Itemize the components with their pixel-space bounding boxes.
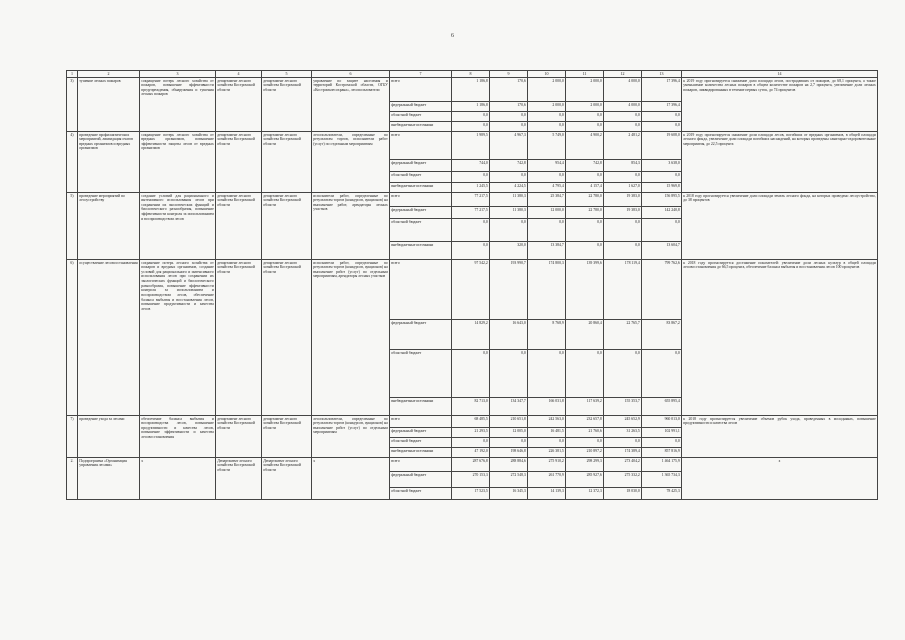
amount-cell: 960 013,0 <box>642 416 682 428</box>
amount-cell: 0,0 <box>604 242 642 260</box>
amount-cell: 15 969,8 <box>642 183 682 193</box>
header-cell: 5 <box>262 71 312 78</box>
header-cell: 3 <box>140 71 216 78</box>
coexecutor-cell: департамент лесного хозяйства Костромской области <box>262 132 312 193</box>
amount-cell: 13 604,7 <box>642 242 682 260</box>
amount-cell: 210 651,8 <box>490 416 528 428</box>
amount-cell: 20 860,4 <box>566 320 604 350</box>
amount-cell: 0,0 <box>452 242 490 260</box>
amount-cell: 4 157,4 <box>566 183 604 193</box>
table-row <box>67 132 878 160</box>
amount-cell: 31 263,5 <box>604 428 642 438</box>
amount-cell: 0,0 <box>604 112 642 122</box>
amount-cell: 0,0 <box>642 350 682 398</box>
expected-result-cell: х <box>682 458 878 500</box>
amount-cell: 857 816,9 <box>642 448 682 458</box>
amount-cell: 0,0 <box>452 112 490 122</box>
amount-cell: 742,8 <box>490 160 528 172</box>
amount-cell: 275 332,2 <box>604 472 642 488</box>
amount-cell: 0,0 <box>642 172 682 183</box>
measure-name-cell: осуществление лесовосстановления <box>78 260 140 416</box>
program-table <box>66 70 878 500</box>
amount-cell: 4 224,5 <box>490 183 528 193</box>
table-row <box>67 78 878 102</box>
amount-cell: 17 396,4 <box>642 102 682 112</box>
amount-cell: 0,0 <box>490 219 528 242</box>
amount-cell: 193 990,7 <box>490 260 528 320</box>
amount-cell: 0,0 <box>642 122 682 132</box>
amount-cell: 11 380,3 <box>490 193 528 207</box>
amount-cell: 170,6 <box>490 102 528 112</box>
amount-cell: 8 768,9 <box>528 320 566 350</box>
amount-cell: 12 000,0 <box>528 207 566 219</box>
amount-cell: 0,0 <box>642 438 682 448</box>
amount-cell: 0,0 <box>452 122 490 132</box>
amount-cell: 0,0 <box>452 438 490 448</box>
amount-cell: 117 639,2 <box>566 398 604 416</box>
amount-cell: 0,0 <box>604 172 642 183</box>
goal-cell: обеспечение баланса выбытия и воспроизводства лесов, повышение продуктивности и качества лесов, повышение эффективности и качества лесовосстановления <box>140 416 216 458</box>
participants-cell: лесопользователи, определенные по результатам торгов (конкурсов, аукционов) на выполнение работ (услуг) по отдельным мероприятиям <box>312 416 390 458</box>
amount-cell: 156 895,5 <box>642 193 682 207</box>
amount-cell: 4 000,0 <box>604 78 642 102</box>
funding-source-cell: федеральный бюджет <box>390 472 452 488</box>
amount-cell: 21 293,5 <box>452 428 490 438</box>
amount-cell: 16 643,0 <box>490 320 528 350</box>
amount-cell: 0,0 <box>528 219 566 242</box>
amount-cell: 1 989,5 <box>452 132 490 160</box>
amount-cell: 0,0 <box>490 438 528 448</box>
funding-source-cell: внебюджетные источники <box>390 242 452 260</box>
table-row <box>67 416 878 428</box>
amount-cell: 97 542,2 <box>452 260 490 320</box>
header-cell: 2 <box>78 71 140 78</box>
table-row <box>67 260 878 320</box>
row-number-cell: 5) <box>67 193 78 260</box>
amount-cell: 0,0 <box>528 172 566 183</box>
amount-cell: 134 347,7 <box>490 398 528 416</box>
page-number: 6 <box>451 33 454 39</box>
amount-cell: 174 800,3 <box>528 260 566 320</box>
measure-name-cell: Подпрограмма «Организация управления лесами» <box>78 458 140 500</box>
amount-cell: 261 770,9 <box>528 472 566 488</box>
funding-source-cell: областной бюджет <box>390 219 452 242</box>
row-number-cell: 4) <box>67 132 78 193</box>
amount-cell: 0,0 <box>566 219 604 242</box>
amount-cell: 2 000,0 <box>566 102 604 112</box>
amount-cell: 25 384,7 <box>528 193 566 207</box>
amount-cell: 799 762,6 <box>642 260 682 320</box>
amount-cell: 16 481,5 <box>528 428 566 438</box>
measure-name-cell: тушение лесных пожаров <box>78 78 140 132</box>
amount-cell: 270 153,3 <box>452 472 490 488</box>
amount-cell: 0,0 <box>490 122 528 132</box>
amount-cell: 275 910,2 <box>528 458 566 472</box>
expected-result-cell: к 2019 году прогнозируется снижение доли площади лесов, погибших от вредных организмов, в общей площади лесного фонда, увеличение доли площади погибших насаждений, на которых проведены санитарно-оздоровительные мероприятия, до 22,5 процента <box>682 132 878 193</box>
amount-cell: 0,0 <box>566 122 604 132</box>
executor-cell: департамент лесного хозяйства Костромской области <box>216 193 262 260</box>
funding-source-cell: федеральный бюджет <box>390 160 452 172</box>
amount-cell: 0,0 <box>566 350 604 398</box>
amount-cell: 11 380,3 <box>490 207 528 219</box>
amount-cell: 742,8 <box>566 160 604 172</box>
amount-cell: 1 365 734,3 <box>642 472 682 488</box>
amount-cell: 82 713,0 <box>452 398 490 416</box>
amount-cell: 287 676,8 <box>452 458 490 472</box>
goal-cell: сокращение потерь лесного хозяйства от пожаров, повышение эффективности предупреждения, обнаружения и тушения лесных пожаров <box>140 78 216 132</box>
expected-result-cell: к 2018 году прогнозируется достижение показателей: увеличение доли лесных культур в общей площади лесовосстановления до 66,5 процента, обеспечение баланса выбытия и восстановления лесов 100 процентов <box>682 260 878 416</box>
header-cell: 9 <box>490 71 528 78</box>
amount-cell: 4 000,0 <box>604 102 642 112</box>
funding-source-cell: внебюджетные источники <box>390 398 452 416</box>
amount-cell: 232 657,8 <box>566 416 604 428</box>
funding-source-cell: всего <box>390 78 452 102</box>
coexecutor-cell: департамент лесного хозяйства Костромской области <box>262 193 312 260</box>
amount-cell: 1 245,5 <box>452 183 490 193</box>
amount-cell: 245 652,9 <box>604 416 642 428</box>
row-number-cell: 6) <box>67 260 78 416</box>
funding-source-cell: областной бюджет <box>390 112 452 122</box>
amount-cell: 19 383,0 <box>604 207 642 219</box>
participants-cell: х <box>312 458 390 500</box>
amount-cell: 0,0 <box>528 112 566 122</box>
funding-source-cell: всего <box>390 132 452 160</box>
amount-cell: 2 481,2 <box>604 132 642 160</box>
goal-cell: х <box>140 458 216 500</box>
header-cell: 11 <box>566 71 604 78</box>
participants-cell: лесопользователи, определенные по результатам торгов, исполнители работ (услуг) по отдельным мероприятиям <box>312 132 390 193</box>
header-cell: 7 <box>390 71 452 78</box>
participants-cell: исполнители работ, определенные по результатам торгов (конкурсов, аукционов) на выполнение работ (услуг) по отдельным мероприятиям, арендаторы лесных участков <box>312 260 390 416</box>
amount-cell: 4 967,3 <box>490 132 528 160</box>
participants-cell: исполнители работ, определенные по результатам торгов (конкурсов, аукционов) на выполнение работ, арендаторы лесных участков <box>312 193 390 260</box>
goal-cell: сохранение потерь лесного хозяйства от пожаров и вредных организмов, создание условий для рационального и интенсивного использования лесов при сохранении их экологических функций и биологического разнообразия, повышение эффективности контроля за использованием и воспроизводством лесов, обеспечение баланса выбытия и восстановления лесов, повышение продуктивности и качества лесов <box>140 260 216 416</box>
amount-cell: 0,0 <box>566 242 604 260</box>
header-cell: 10 <box>528 71 566 78</box>
expected-result-cell: к 2018 году прогнозируется увеличение объемов рубок ухода, проведенных в молодняках, повышение продуктивности и качества лесов <box>682 416 878 458</box>
amount-cell: 0,0 <box>604 438 642 448</box>
amount-cell: 0,0 <box>490 172 528 183</box>
amount-cell: 210 897,2 <box>566 448 604 458</box>
row-number-cell: 2. <box>67 458 78 500</box>
header-cell: 4 <box>216 71 262 78</box>
amount-cell: 0,0 <box>642 112 682 122</box>
funding-source-cell: федеральный бюджет <box>390 102 452 112</box>
expected-result-cell: к 2018 году прогнозируется увеличение доли площади земель лесного фонда, на которых проведено лесоустройство, до 38 процентов <box>682 193 878 260</box>
funding-source-cell: федеральный бюджет <box>390 428 452 438</box>
amount-cell: 0,0 <box>566 438 604 448</box>
header-cell: 12 <box>604 71 642 78</box>
funding-source-cell: внебюджетные источники <box>390 183 452 193</box>
amount-cell: 1 186,8 <box>452 102 490 112</box>
amount-cell: 47 192,0 <box>452 448 490 458</box>
measure-name-cell: проведение профилактических мероприятий, ликвидация очагов вредных организмов и вредных организмов <box>78 132 140 193</box>
amount-cell: 298 299,3 <box>566 458 604 472</box>
amount-cell: 102 991,1 <box>642 428 682 438</box>
funding-source-cell: внебюджетные источники <box>390 122 452 132</box>
amount-cell: 2 000,0 <box>528 102 566 112</box>
amount-cell: 854,3 <box>604 160 642 172</box>
amount-cell: 272 548,3 <box>490 472 528 488</box>
amount-cell: 12 372,3 <box>566 488 604 500</box>
amount-cell: 18 030,0 <box>604 488 642 500</box>
expected-result-cell: к 2019 году прогнозируется снижение доли площади лесов, пострадавших от пожаров, до 68,1 процента, а также уменьшение количества лесных пожаров в общем количестве пожаров на 2,7 процента, увеличение доли лесных пожаров, ликвидированных в течение первых суток, до 74 процентов <box>682 78 878 132</box>
amount-cell: 166 031,8 <box>528 398 566 416</box>
amount-cell: 0,0 <box>604 350 642 398</box>
amount-cell: 77 217,5 <box>452 207 490 219</box>
amount-cell: 21 760,6 <box>566 428 604 438</box>
amount-cell: 22 780,0 <box>566 193 604 207</box>
funding-source-cell: всего <box>390 260 452 320</box>
measure-name-cell: проведение мероприятий по лесоустройству <box>78 193 140 260</box>
executor-cell: Департамент лесного хозяйства Костромской области <box>216 458 262 500</box>
amount-cell: 0,0 <box>452 172 490 183</box>
funding-source-cell: всего <box>390 416 452 428</box>
amount-cell: 1 186,8 <box>452 78 490 102</box>
goal-cell: сокращение потерь лесного хозяйства от вредных организмов, повышение эффективности защиты лесов от вредных организмов <box>140 132 216 193</box>
amount-cell: 288 884,6 <box>490 458 528 472</box>
amount-cell: 19 608,0 <box>642 132 682 160</box>
amount-cell: 0,0 <box>528 350 566 398</box>
funding-source-cell: областной бюджет <box>390 488 452 500</box>
funding-source-cell: всего <box>390 193 452 207</box>
header-cell: 14 <box>682 71 878 78</box>
amount-cell: 17 396,4 <box>642 78 682 102</box>
amount-cell: 0,0 <box>604 219 642 242</box>
amount-cell: 0,0 <box>604 122 642 132</box>
executor-cell: департамент лесного хозяйства Костромской области <box>216 416 262 458</box>
header-cell: 13 <box>642 71 682 78</box>
amount-cell: 2 000,0 <box>566 78 604 102</box>
amount-cell: 68 485,5 <box>452 416 490 428</box>
amount-cell: 78 425,3 <box>642 488 682 500</box>
coexecutor-cell: департамент лесного хозяйства Костромской области <box>262 260 312 416</box>
amount-cell: 744,0 <box>452 160 490 172</box>
amount-cell: 22 765,7 <box>604 320 642 350</box>
amount-cell: 77 217,5 <box>452 193 490 207</box>
executor-cell: департамент лесного хозяйства Костромской области <box>216 260 262 416</box>
amount-cell: 4 795,4 <box>528 183 566 193</box>
amount-cell: 0,0 <box>566 112 604 122</box>
funding-source-cell: областной бюджет <box>390 350 452 398</box>
funding-source-cell: областной бюджет <box>390 172 452 183</box>
amount-cell: 0,0 <box>490 350 528 398</box>
executor-cell: департамент лесного хозяйства Костромской области <box>216 78 262 132</box>
header-cell: 1 <box>67 71 78 78</box>
amount-cell: 139 399,6 <box>566 260 604 320</box>
amount-cell: 226 381,5 <box>528 448 566 458</box>
amount-cell: 0,0 <box>566 172 604 183</box>
amount-cell: 174 389,4 <box>604 448 642 458</box>
amount-cell: 170,6 <box>490 78 528 102</box>
amount-cell: 0,0 <box>642 219 682 242</box>
amount-cell: 4 900,2 <box>566 132 604 160</box>
table-row <box>67 458 878 472</box>
amount-cell: 17 523,5 <box>452 488 490 500</box>
amount-cell: 655 895,4 <box>642 398 682 416</box>
amount-cell: 22 780,0 <box>566 207 604 219</box>
goal-cell: создание условий для рационального и интенсивного использования лесов при сохранении их экологических функций и биологического разнообразия, повышение эффективности контроля за использованием и воспроизводством лесов <box>140 193 216 260</box>
amount-cell: 14 829,2 <box>452 320 490 350</box>
amount-cell: 155 353,7 <box>604 398 642 416</box>
measure-name-cell: проведение ухода за лесами <box>78 416 140 458</box>
amount-cell: 242 563,0 <box>528 416 566 428</box>
table-row <box>67 193 878 207</box>
header-cell: 6 <box>312 71 390 78</box>
coexecutor-cell: Департамент лесного хозяйства Костромской области <box>262 458 312 500</box>
participants-cell: управление по защите населения и территорий Костромской области, ОГБУ «Костромалесохрана», лесопользователи <box>312 78 390 132</box>
amount-cell: 83 867,2 <box>642 320 682 350</box>
amount-cell: 3 638,0 <box>642 160 682 172</box>
funding-source-cell: федеральный бюджет <box>390 320 452 350</box>
amount-cell: 178 119,4 <box>604 260 642 320</box>
amount-cell: 16 345,3 <box>490 488 528 500</box>
amount-cell: 320,0 <box>490 242 528 260</box>
amount-cell: 14 139,3 <box>528 488 566 500</box>
executor-cell: департамент лесного хозяйства Костромской области <box>216 132 262 193</box>
amount-cell: 1 464 175,9 <box>642 458 682 472</box>
funding-source-cell: областной бюджет <box>390 438 452 448</box>
header-cell: 8 <box>452 71 490 78</box>
amount-cell: 5 749,0 <box>528 132 566 160</box>
amount-cell: 12 005,0 <box>490 428 528 438</box>
row-number-cell: 3) <box>67 78 78 132</box>
amount-cell: 0,0 <box>452 219 490 242</box>
row-number-cell: 7) <box>67 416 78 458</box>
amount-cell: 0,0 <box>490 112 528 122</box>
amount-cell: 0,0 <box>452 350 490 398</box>
amount-cell: 19 383,0 <box>604 193 642 207</box>
amount-cell: 13 384,7 <box>528 242 566 260</box>
funding-source-cell: внебюджетные источники <box>390 448 452 458</box>
amount-cell: 142 240,8 <box>642 207 682 219</box>
amount-cell: 198 646,8 <box>490 448 528 458</box>
amount-cell: 954,4 <box>528 160 566 172</box>
amount-cell: 273 404,2 <box>604 458 642 472</box>
coexecutor-cell: департамент лесного хозяйства Костромской области <box>262 78 312 132</box>
coexecutor-cell: департамент лесного хозяйства Костромской области <box>262 416 312 458</box>
amount-cell: 2 000,0 <box>528 78 566 102</box>
funding-source-cell: федеральный бюджет <box>390 207 452 219</box>
amount-cell: 285 927,6 <box>566 472 604 488</box>
header-row <box>67 71 878 78</box>
amount-cell: 0,0 <box>528 438 566 448</box>
amount-cell: 0,0 <box>528 122 566 132</box>
funding-source-cell: всего <box>390 458 452 472</box>
amount-cell: 1 627,0 <box>604 183 642 193</box>
